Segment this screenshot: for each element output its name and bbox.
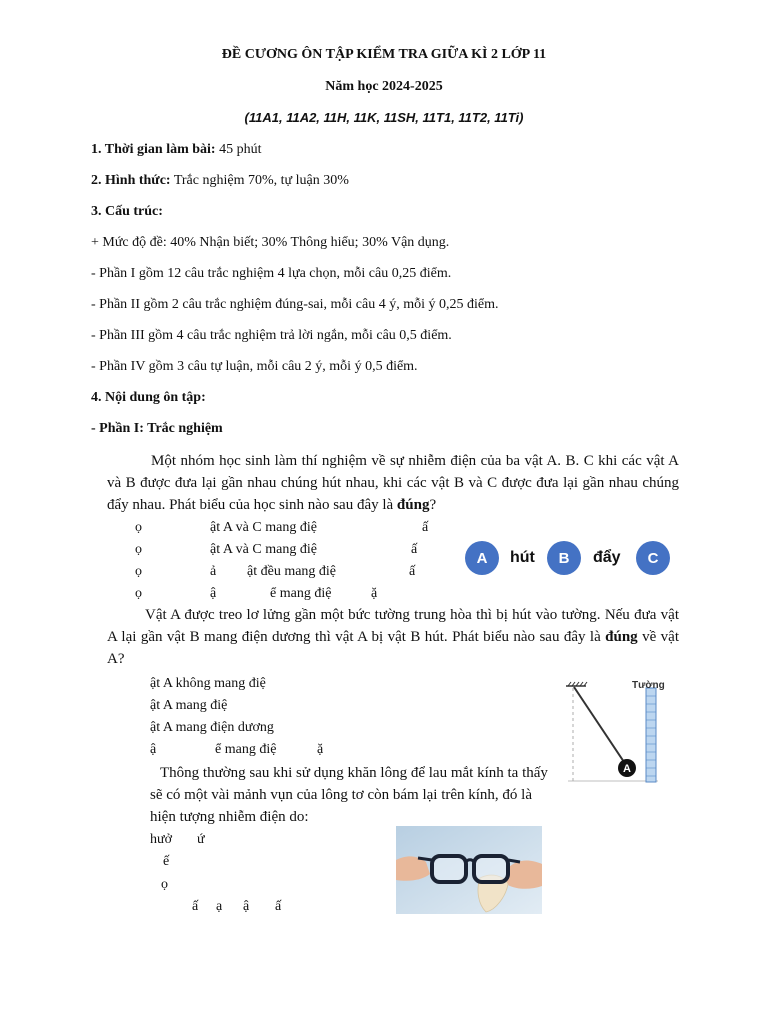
option-fragment: ọ <box>135 520 142 535</box>
glasses-photo <box>396 826 542 914</box>
structure-line: - Phần I gồm 12 câu trắc nghiệm 4 lựa chọn, mỗi câu 0,25 điểm. <box>91 266 452 281</box>
option-fragment: hưở <box>150 832 172 847</box>
question-1-emphasis: đúng <box>396 497 430 513</box>
repel-label: đẩy <box>593 549 621 566</box>
glasses-left-arm <box>418 858 432 860</box>
option-fragment: ấ <box>411 542 418 557</box>
option-fragment: ả <box>210 564 217 579</box>
option-fragment: ấ <box>422 520 429 535</box>
object-a-circle: A <box>465 541 499 575</box>
option-fragment: ặ <box>371 586 378 601</box>
section-time-label: 1. Thời gian làm bài: <box>91 142 216 157</box>
object-c-circle: C <box>636 541 670 575</box>
part1-label: - Phần I: Trắc nghiệm <box>91 421 223 436</box>
option-fragment: ọ <box>135 586 142 601</box>
question-1-text <box>107 450 679 516</box>
glasses-right-arm <box>508 860 520 862</box>
option-fragment: ể mang điệ <box>270 586 332 601</box>
q2-option[interactable]: ật A mang điệ <box>150 698 228 713</box>
glasses-right-lens <box>474 856 508 882</box>
q2-option[interactable]: ật A mang điện dương <box>150 720 274 735</box>
question-1-end: ? <box>429 497 437 513</box>
q3-option[interactable]: ế <box>163 854 170 869</box>
school-year: Năm học 2024-2025 <box>325 79 443 94</box>
wall-label: Tường <box>632 680 665 691</box>
option-fragment: ọ <box>135 542 142 557</box>
q3-option[interactable]: ọ <box>161 877 168 892</box>
option-fragment: ấ <box>275 899 282 914</box>
option-fragment: ể mang điệ <box>215 742 277 757</box>
section-content-label: 4. Nội dung ôn tập: <box>91 390 206 405</box>
structure-line: + Mức độ đề: 40% Nhận biết; 30% Thông hiểu; 30% Vận dụng. <box>91 235 450 250</box>
attract-label: hút <box>510 549 535 566</box>
option-fragment: ậ <box>150 742 157 757</box>
structure-line: - Phần II gồm 2 câu trắc nghiệm đúng-sai, mỗi câu 4 ý, mỗi ý 0,25 điểm. <box>91 297 499 312</box>
section-format <box>91 172 349 190</box>
section-time-value: 45 phút <box>215 142 262 157</box>
option-fragment: ấ <box>192 899 199 914</box>
pendulum-string <box>574 687 626 765</box>
option-fragment: ứ <box>197 832 205 847</box>
option-fragment: ạ <box>216 899 223 914</box>
option-fragment: ấ <box>409 564 416 579</box>
option-fragment: ật đều mang điệ <box>247 564 337 579</box>
object-b-circle: B <box>547 541 581 575</box>
question-2-emphasis: đúng <box>605 629 638 645</box>
section-time <box>91 141 261 159</box>
option-fragment: ậ <box>243 899 250 914</box>
document-title: ĐỀ CƯƠNG ÔN TẬP KIỂM TRA GIỮA KÌ 2 LỚP 11 <box>221 47 547 62</box>
section-format-value: Trắc nghiệm 70%, tự luận 30% <box>170 173 349 188</box>
glasses-left-lens <box>432 856 466 882</box>
option-fragment: ậ <box>210 586 217 601</box>
pendulum-figure <box>560 672 670 792</box>
ball-a-label: A <box>623 763 631 775</box>
question-2-end: về vật A? <box>107 629 679 667</box>
structure-line: - Phần IV gồm 3 câu tự luận, mỗi câu 2 ý, mỗi ý 0,5 điểm. <box>91 359 418 374</box>
question-2-body: Vật A được treo lơ lửng gần một bức tường trung hòa thì bị hút vào tường. Nếu đưa vật A lại gần vật B mang điện dương thì vật A bị vật B hút. Phát biểu nào sau đây là <box>107 607 679 645</box>
option-fragment: ọ <box>135 564 142 579</box>
question-3-text: Thông thường sau khi sử dụng khăn lông để lau mắt kính ta thấy sẽ có một vài mảnh vụn của lông tơ còn bám lại trên kính, đó là hiện tượng nhiễm điện do: <box>150 765 548 825</box>
section-format-label: 2. Hình thức: <box>91 173 171 188</box>
structure-line: - Phần III gồm 4 câu trắc nghiệm trả lời ngắn, mỗi câu 0,5 điểm. <box>91 328 452 343</box>
question-2-text <box>107 604 679 670</box>
option-fragment: ật A và C mang điệ <box>210 520 317 535</box>
option-fragment: ặ <box>317 742 324 757</box>
section-structure-label: 3. Cấu trúc: <box>91 204 163 219</box>
option-fragment: ật A và C mang điệ <box>210 542 317 557</box>
question-1-body: Một nhóm học sinh làm thí nghiệm về sự nhiễm điện của ba vật A. B. C khi các vật A và B được đưa lại gần nhau chúng hút nhau, khi các vật B và C được đưa lại gần nhau chúng đẩy nhau. Phát biểu của học sinh nào sau đây là <box>107 453 679 513</box>
class-list: (11A1, 11A2, 11H, 11K, 11SH, 11T1, 11T2, 11Ti) <box>244 110 524 125</box>
q2-option[interactable]: ật A không mang điệ <box>150 676 266 691</box>
